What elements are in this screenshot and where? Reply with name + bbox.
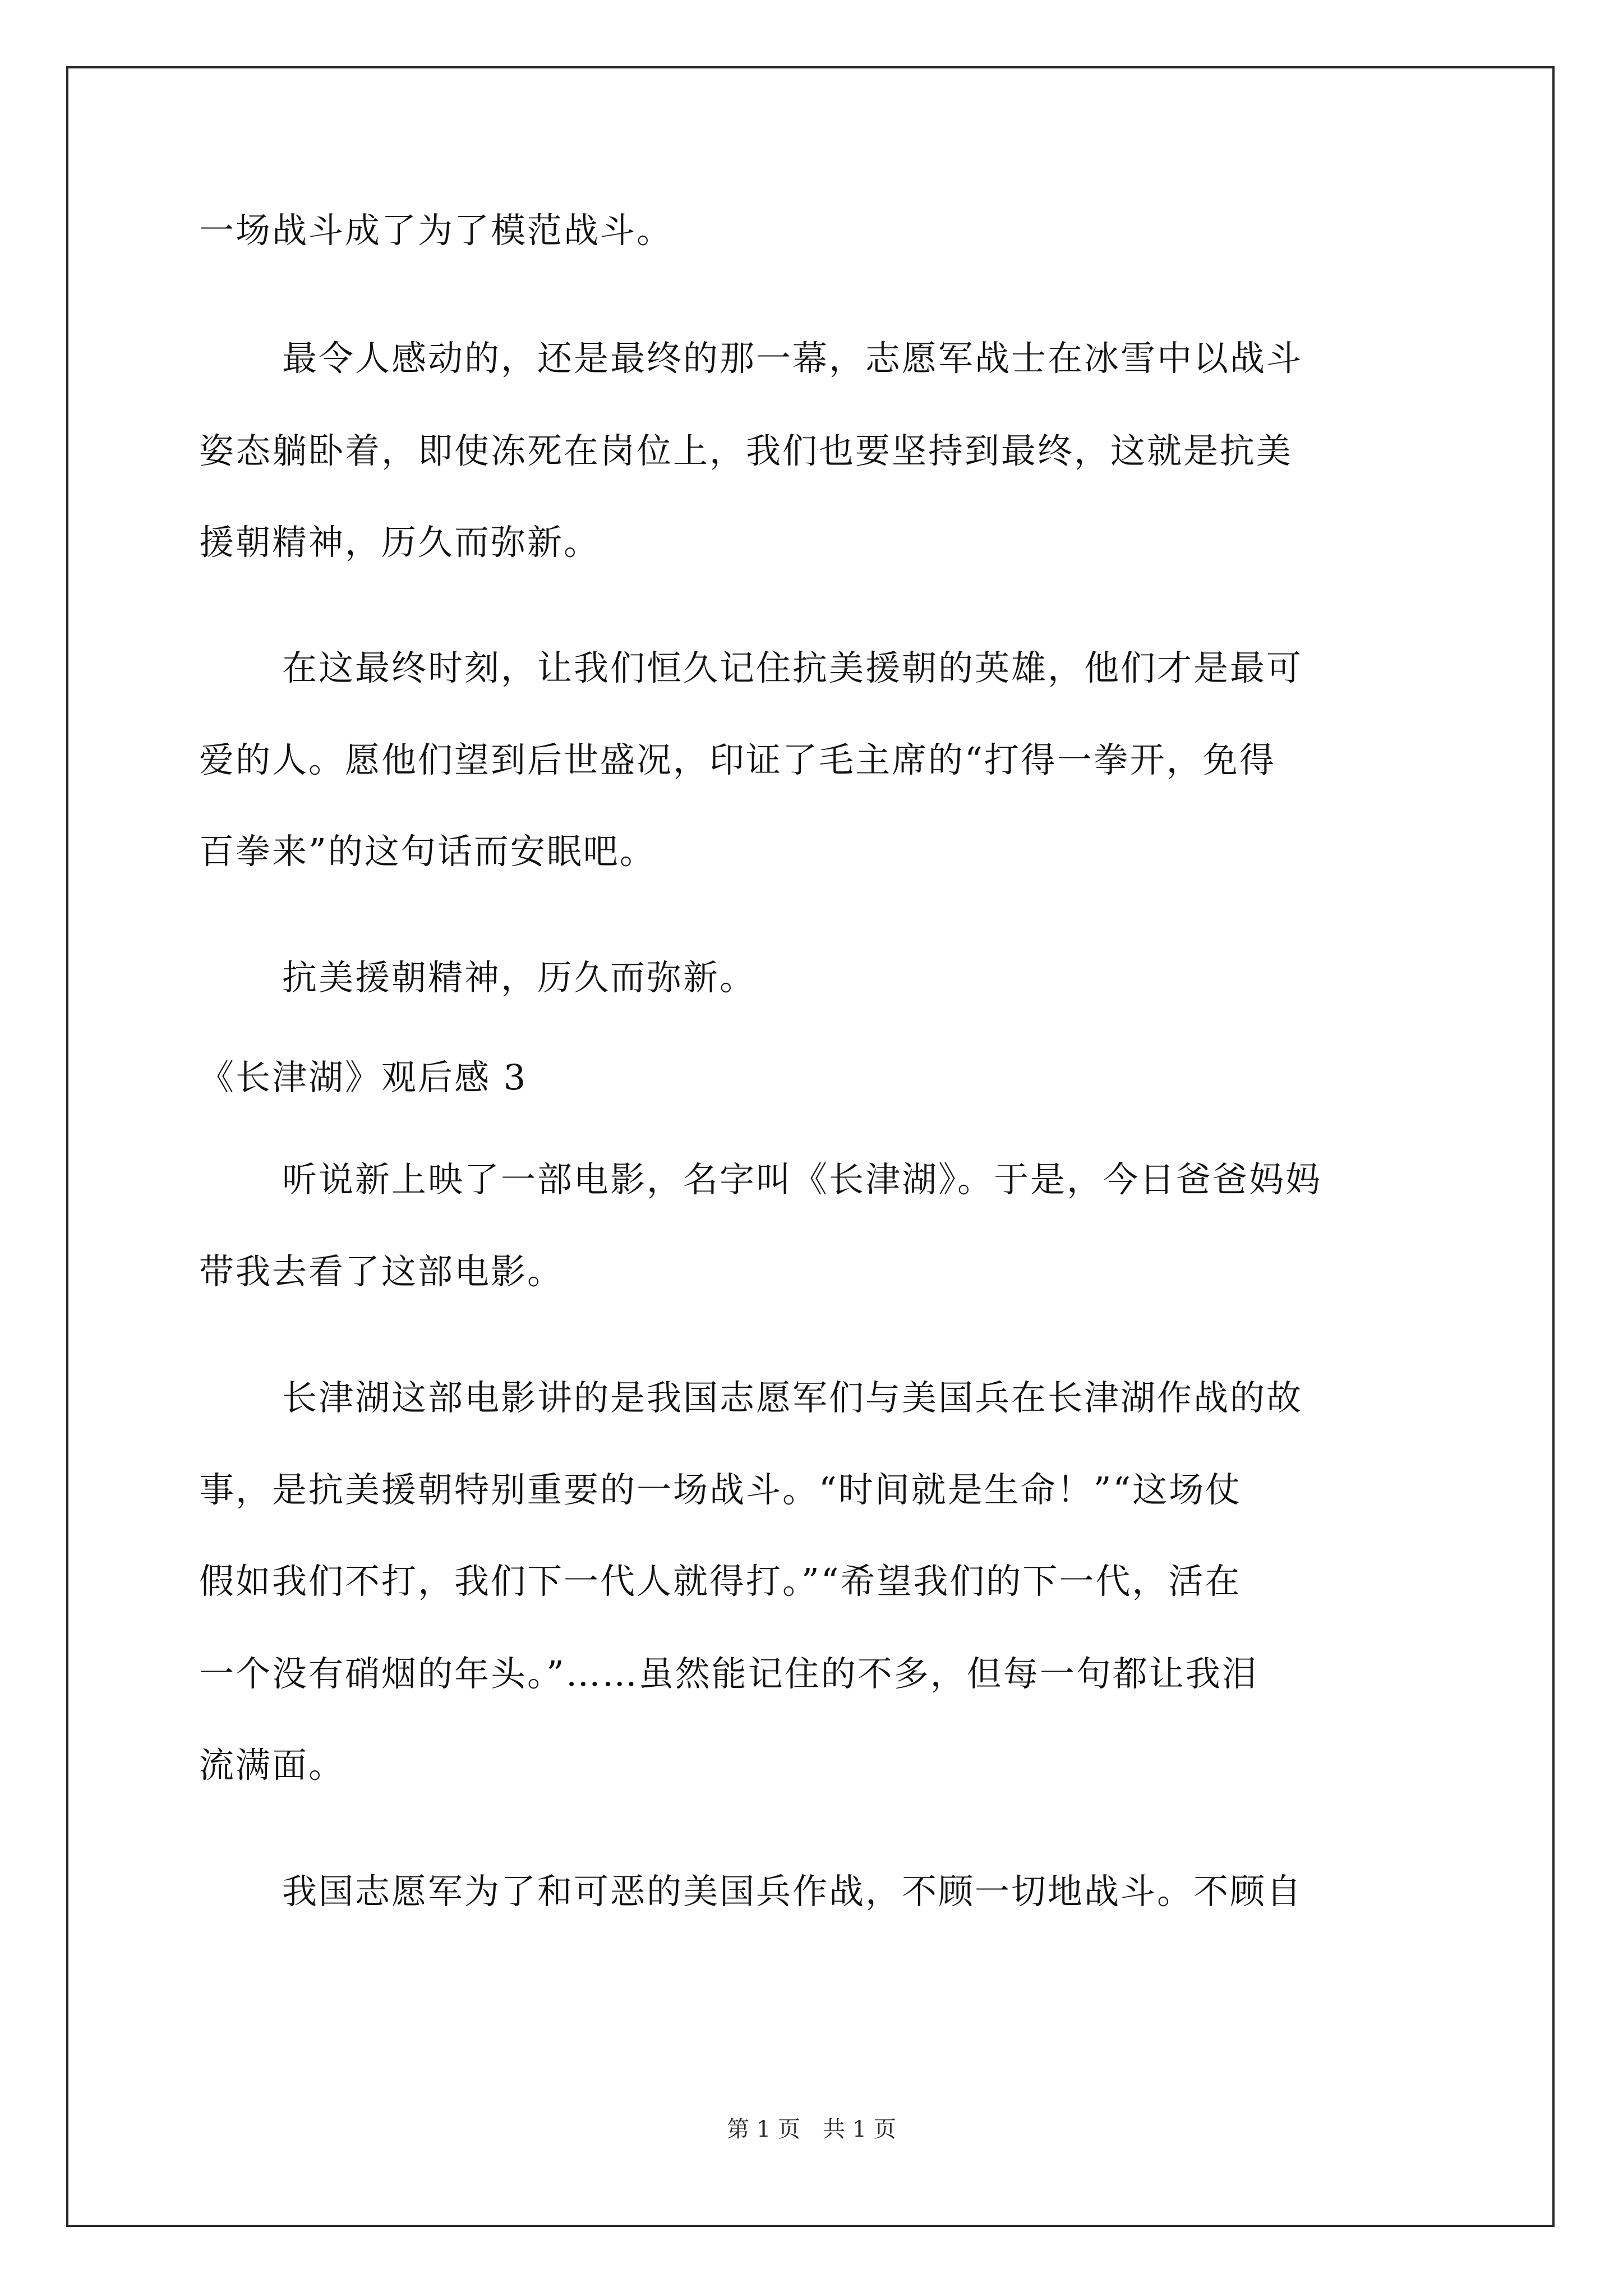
page-number: 第 1 页 共 1 页 bbox=[727, 2116, 896, 2142]
text-line: 百拳来”的这句话而安眠吧。 bbox=[199, 831, 656, 872]
text-line: 假如我们不打，我们下一代人就得打。”“希望我们的下一代，活在 bbox=[199, 1561, 1242, 1602]
text-line: 一场战斗成了为了模范战斗。 bbox=[199, 210, 674, 251]
text-line: 姿态躺卧着，即使冻死在岗位上，我们也要坚持到最终，这就是抗美 bbox=[199, 430, 1293, 471]
text-line: 一个没有硝烟的年头。”……虽然能记住的不多，但每一句都让我泪 bbox=[199, 1653, 1258, 1694]
text-line: 我国志愿军为了和可恶的美国兵作战，不顾一切地战斗。不顾自 bbox=[282, 1871, 1303, 1912]
text-line: 事，是抗美援朝特别重要的一场战斗。“时间就是生命！”“这场仗 bbox=[199, 1469, 1242, 1510]
text-line: 抗美援朝精神，历久而弥新。 bbox=[282, 957, 757, 998]
section-heading: 《长津湖》观后感 3 bbox=[199, 1057, 528, 1098]
text-line: 援朝精神，历久而弥新。 bbox=[199, 522, 601, 563]
text-line: 带我去看了这部电影。 bbox=[199, 1251, 564, 1292]
text-line: 听说新上映了一部电影，名字叫《长津湖》。于是，今日爸爸妈妈 bbox=[282, 1159, 1322, 1200]
text-line: 爱的人。愿他们望到后世盛况，印证了毛主席的“打得一拳开，免得 bbox=[199, 739, 1276, 780]
text-line: 在这最终时刻，让我们恒久记住抗美援朝的英雄，他们才是最可 bbox=[282, 647, 1303, 688]
text-line: 长津湖这部电影讲的是我国志愿军们与美国兵在长津湖作战的故 bbox=[282, 1377, 1303, 1418]
text-line: 流满面。 bbox=[199, 1745, 345, 1786]
page-footer bbox=[0, 2118, 1623, 2141]
text-line: 最令人感动的，还是最终的那一幕，志愿军战士在冰雪中以战斗 bbox=[282, 338, 1303, 379]
